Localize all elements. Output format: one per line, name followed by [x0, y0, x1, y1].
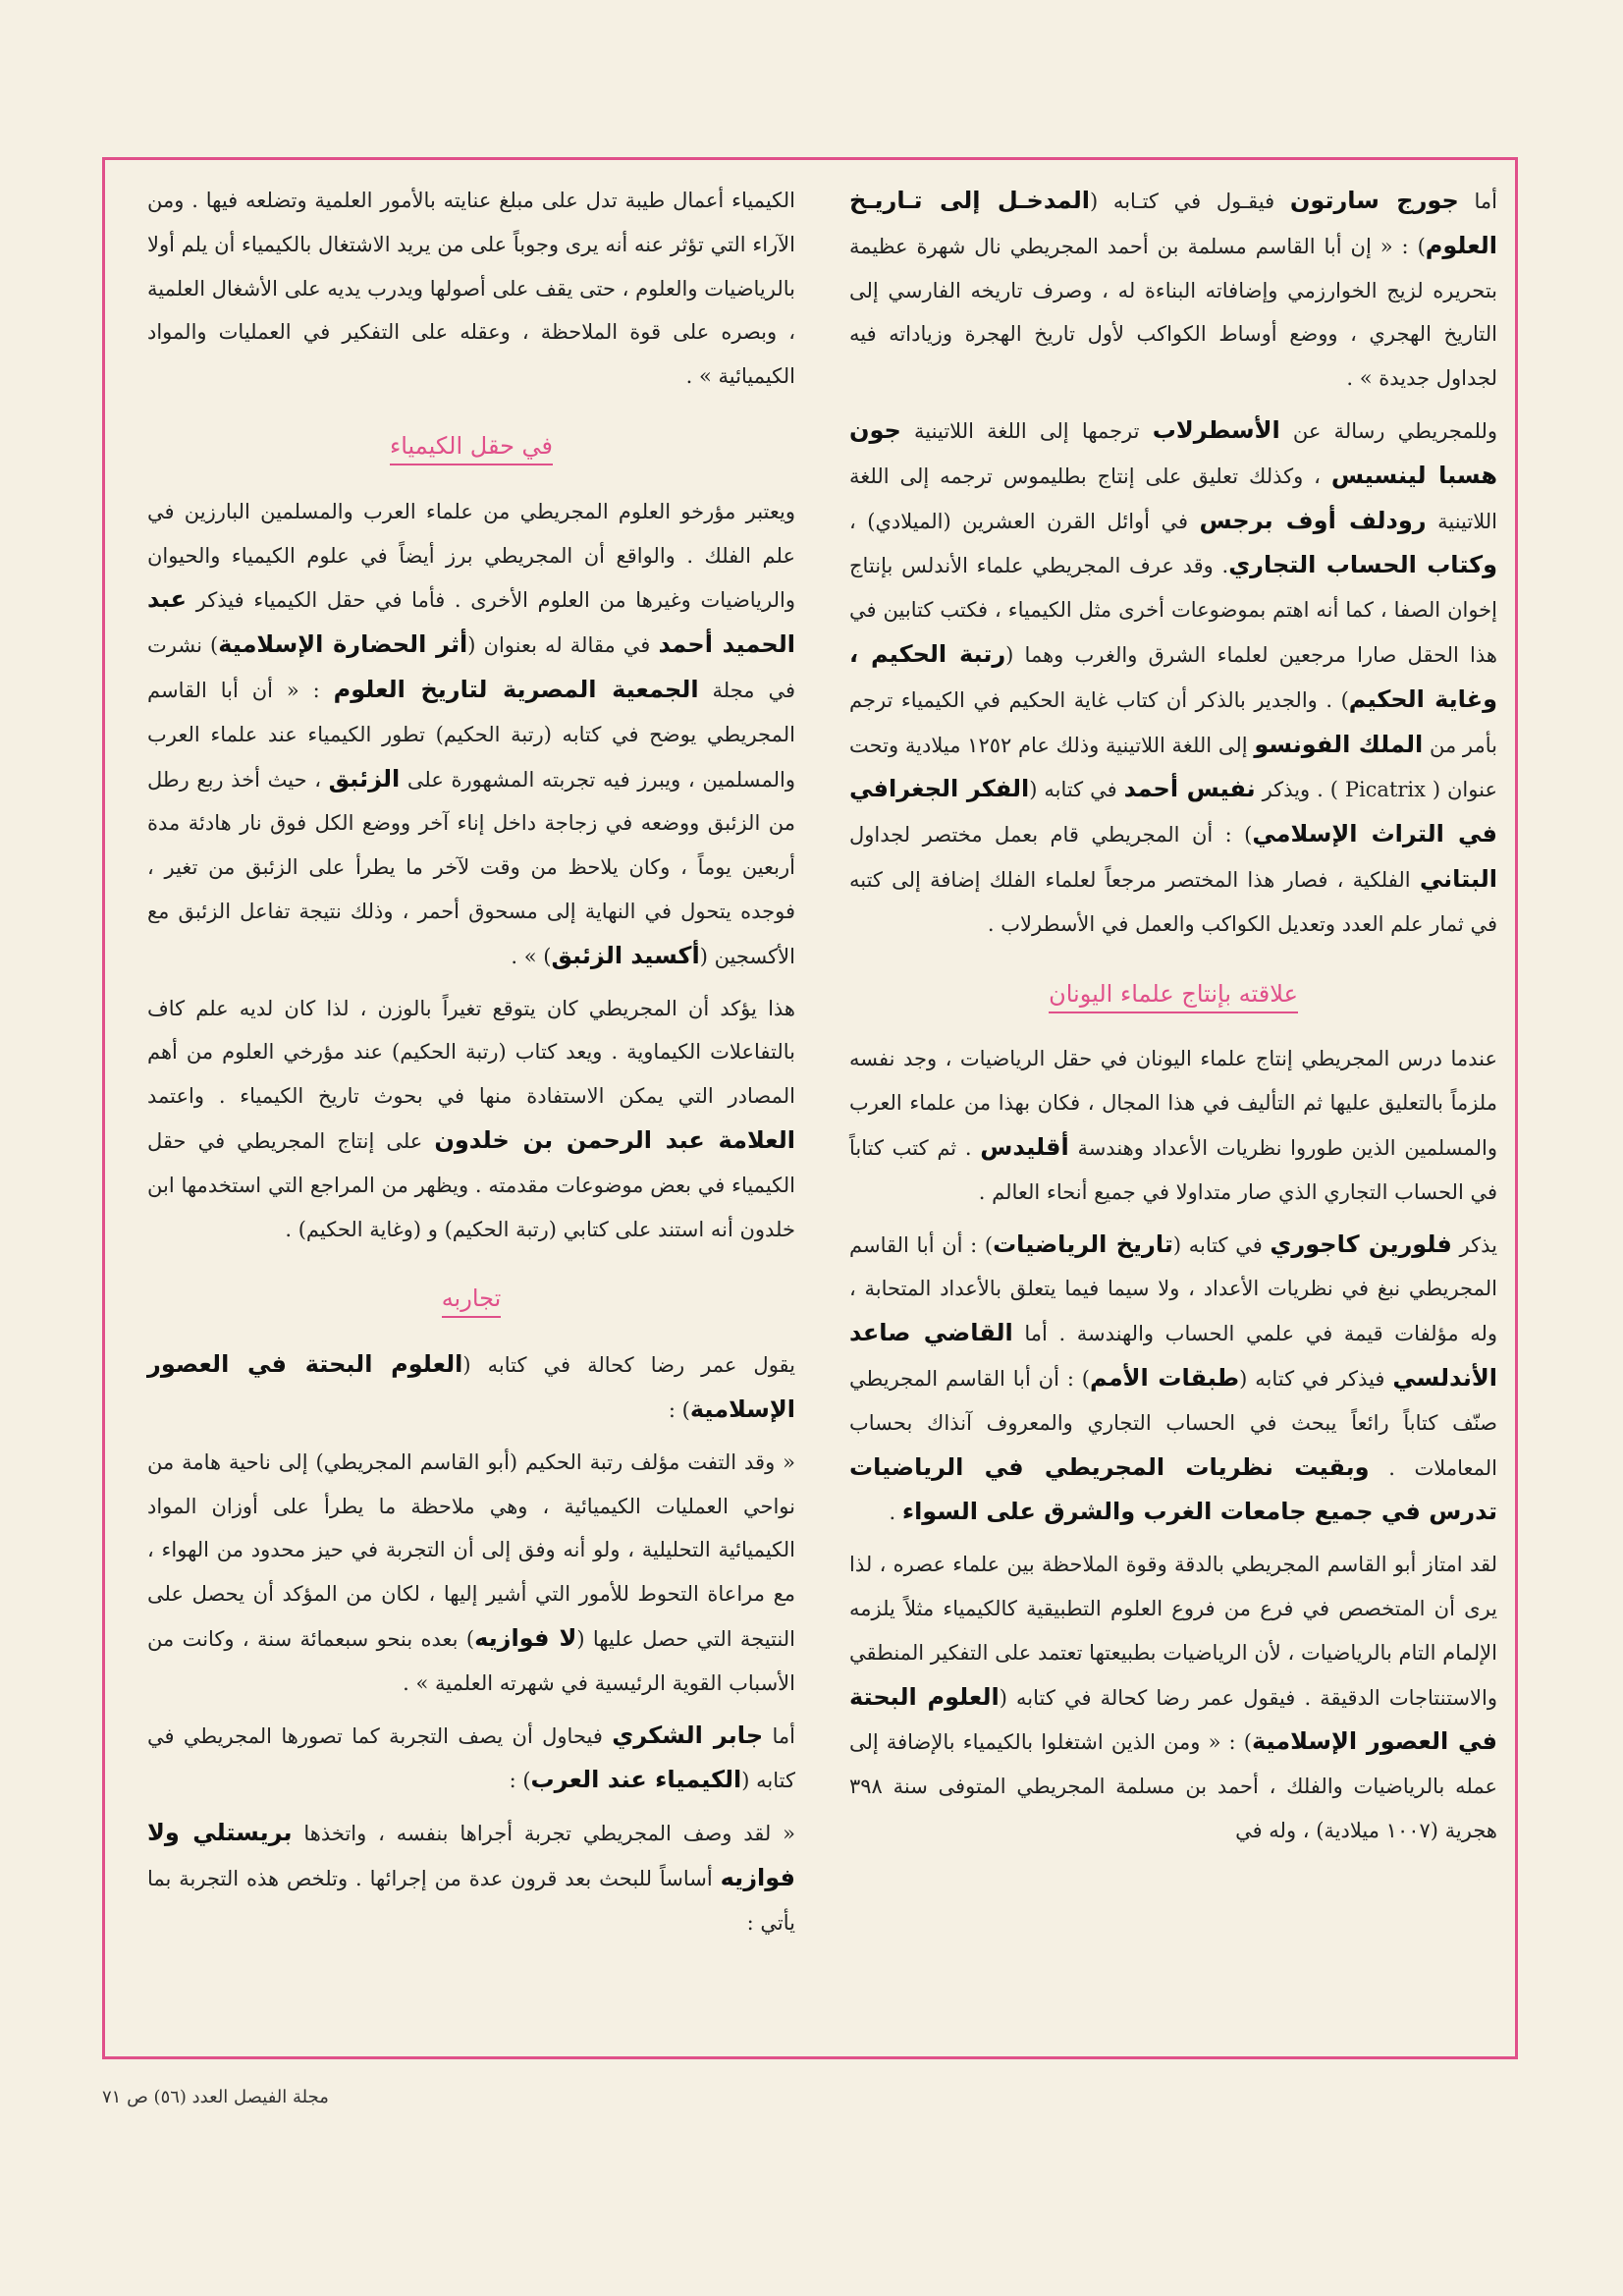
right-column [849, 179, 1497, 1861]
section-heading: تجاربه [147, 1277, 795, 1321]
paragraph: لقد امتاز أبو القاسم المجريطي بالدقة وقوة الملاحظة بين علماء عصره ، لذا يرى أن المتخصص في فرع من فروع العلوم التطبيقية كالكيمياء مثلاً يلزمه الإلمام التام بالرياضيات ، لأن الرياضيات بطبيعتها تعتمد على التفكير المنطقي والاستنتاجات الدقيقة . فيقول عمر رضا كحالة في كتابه (العلوم البحتة في العصور الإسلامية) : « ومن الذين اشتغلوا بالكيمياء بالإضافة إلى عمله بالرياضيات والفلك ، أحمد بن مسلمة المجريطي المتوفى سنة ٣٩٨ هجرية (١٠٠٧ ميلادية) ، وله في [849, 1553, 1497, 1842]
section-heading: في حقل الكيمياء [147, 424, 795, 468]
paragraph: الكيمياء أعمال طيبة تدل على مبلغ عنايته بالأمور العلمية وتضلعه فيها . ومن الآراء التي تؤثر عنه أنه يرى وجوباً على من يريد الاشتغال بالكيمياء أن يلم أولا بالرياضيات والعلوم ، حتى يقف على أصولها ويدرب يديه على الأشغال العلمية ، وبصره على قوة الملاحظة ، وعقله على التفكير في العمليات والمواد الكيميائية » . [147, 189, 795, 389]
paragraph: يذكر فلورين كاجوري في كتابه (تاريخ الرياضيات) : أن أبا القاسم المجريطي نبغ في نظريات الأعداد ، ولا سيما فيما يتعلق بالأعداد المتحابة ، وله مؤلفات قيمة في علمي الحساب والهندسة . أما القاضي صاعد الأندلسي فيذكر في كتابه (طبقات الأمم) : أن أبا القاسم المجريطي صنّف كتاباً رائعاً يبحث في الحساب التجاري والمعروف آنذاك بحساب المعاملات . وبقيت نظريات المجريطي في الرياضيات تدرس في جميع جامعات الغرب والشرق على السواء . [849, 1230, 1497, 1526]
paragraph: « وقد التفت مؤلف رتبة الحكيم (أبو القاسم المجريطي) إلى ناحية هامة من نواحي العمليات الكيميائية ، وهي ملاحظة ما يطرأ على أوزان المواد الكيميائية التحليلية ، ولو أنه وفق إلى أن التجربة في حيز محدود من الهواء ، مع مراعاة التحوط للأمور التي أشير إليها ، لكان من المؤكد أن يحصل على النتيجة التي حصل عليها (لا فوازيه) بعده بنحو سبعمائة سنة ، وكانت من الأسباب القوية الرئيسية في شهرته العلمية » . [147, 1449, 795, 1695]
section-heading: علاقته بإنتاج علماء اليونان [849, 972, 1497, 1016]
paragraph: هذا يؤكد أن المجريطي كان يتوقع تغيراً بالوزن ، لذا كان لديه علم كاف بالتفاعلات الكيماوية . ويعد كتاب (رتبة الحكيم) عند مؤرخي العلوم من أهم المصادر التي يمكن الاستفادة منها في بحوث تاريخ الكيمياء . واعتمد العلامة عبد الرحمن بن خلدون على إنتاج المجريطي في حقل الكيمياء في بعض موضوعات مقدمته . ويظهر من المراجع التي استخدمها ابن خلدون أنه استند على كتابي (رتبة الحكيم) و (وغاية الحكيم) . [147, 996, 795, 1241]
page-footer: مجلة الفيصل العدد (٥٦) ص ٧١ [102, 2087, 329, 2107]
paragraph: ويعتبر مؤرخو العلوم المجريطي من علماء العرب والمسلمين البارزين في علم الفلك . والواقع أن المجريطي برز أيضاً في علوم الكيمياء والحيوان والرياضيات وغيرها من العلوم الأخرى . فأما في حقل الكيمياء فيذكر عبد الحميد أحمد في مقالة له بعنوان (أثر الحضارة الإسلامية) نشرت في مجلة الجمعية المصرية لتاريخ العلوم : « أن أبا القاسم المجريطي يوضح في كتابه (رتبة الحكيم) تطور الكيمياء عند علماء العرب والمسلمين ، ويبرز فيه تجربته المشهورة على الزئبق ، حيث أخذ ربع رطل من الزئبق ووضعه في زجاجة داخل إناء آخر ووضع الكل فوق نار هادئة مدة أربعين يوماً ، وكان يلاحظ من وقت لآخر ما يطرأ على الزئبق من تغير ، فوجده يتحول في النهاية إلى مسحوق أحمر ، وذلك نتيجة تفاعل الزئبق مع الأكسجين (أكسيد الزئبق) » . [147, 499, 795, 969]
paragraph: أما جابر الشكري فيحاول أن يصف التجربة كما تصورها المجريطي في كتابه (الكيمياء عند العرب) : [147, 1721, 795, 1794]
paragraph: أما جورج سارتون فيقـول في كتـابه (المدخـل إلى تـاريـخ العلوم) : « إن أبا القاسم مسلمة بن أحمد المجريطي نال شهرة عظيمة بتحريره لزيج الخوارزمي وإضافاته البناءة له ، وصرف تاريخه الفارسي إلى التاريخ الهجري ، ووضع أوساط الكواكب لأول تاريخ الهجرة وزياداته فيه لجداول جديدة » . [849, 187, 1497, 391]
paragraph: وللمجريطي رسالة عن الأسطرلاب ترجمها إلى اللغة اللاتينية جون هسبا لينسيس ، وكذلك تعليق على إنتاج بطليموس ترجمه إلى اللغة اللاتينية رودلف أوف برجس في أوائل القرن العشرين (الميلادي) ، وكتاب الحساب التجاري. وقد عرف المجريطي علماء الأندلس بإنتاج إخوان الصفا ، كما أنه اهتم بموضوعات أخرى مثل الكيمياء ، فكتب كتابين في هذا الحقل صارا مرجعين لعلماء الشرق والغرب وهما (رتبة الحكيم ، وغاية الحكيم) . والجدير بالذكر أن كتاب غاية الحكيم في الكيمياء ترجم بأمر من الملك الفونسو إلى اللغة اللاتينية وذلك عام ١٢٥٢ ميلادية وتحت عنوان ( Picatrix ) . ويذكر نفيس أحمد في كتابه (الفكر الجغرافي في التراث الإسلامي) : أن المجريطي قام بعمل مختصر لجداول البتاني الفلكية ، فصار هذا المختصر مرجعاً لعلماء الفلك إضافة إلى كتبه في ثمار علم العدد وتعديل الكواكب والعمل في الأسطرلاب . [849, 415, 1498, 936]
paragraph: « لقد وصف المجريطي تجربة أجراها بنفسه ، واتخذها بريستلي ولا فوازيه أساساً للبحث بعد قرون عدة من إجرائها . وتلخص هذه التجربة بما يأتي : [147, 1819, 795, 1935]
paragraph: يقول عمر رضا كحالة في كتابه (العلوم البحتة في العصور الإسلامية) : [147, 1350, 796, 1423]
paragraph: عندما درس المجريطي إنتاج علماء اليونان في حقل الرياضيات ، وجد نفسه ملزماً بالتعليق عليها ثم التأليف في هذا المجال ، فكان بهذا من علماء العرب والمسلمين الذين طوروا نظريات الأعداد وهندسة أقليدس . ثم كتب كتاباً في الحساب التجاري الذي صار متداولا في جميع أنحاء العالم . [849, 1047, 1497, 1204]
left-column [147, 179, 795, 1952]
